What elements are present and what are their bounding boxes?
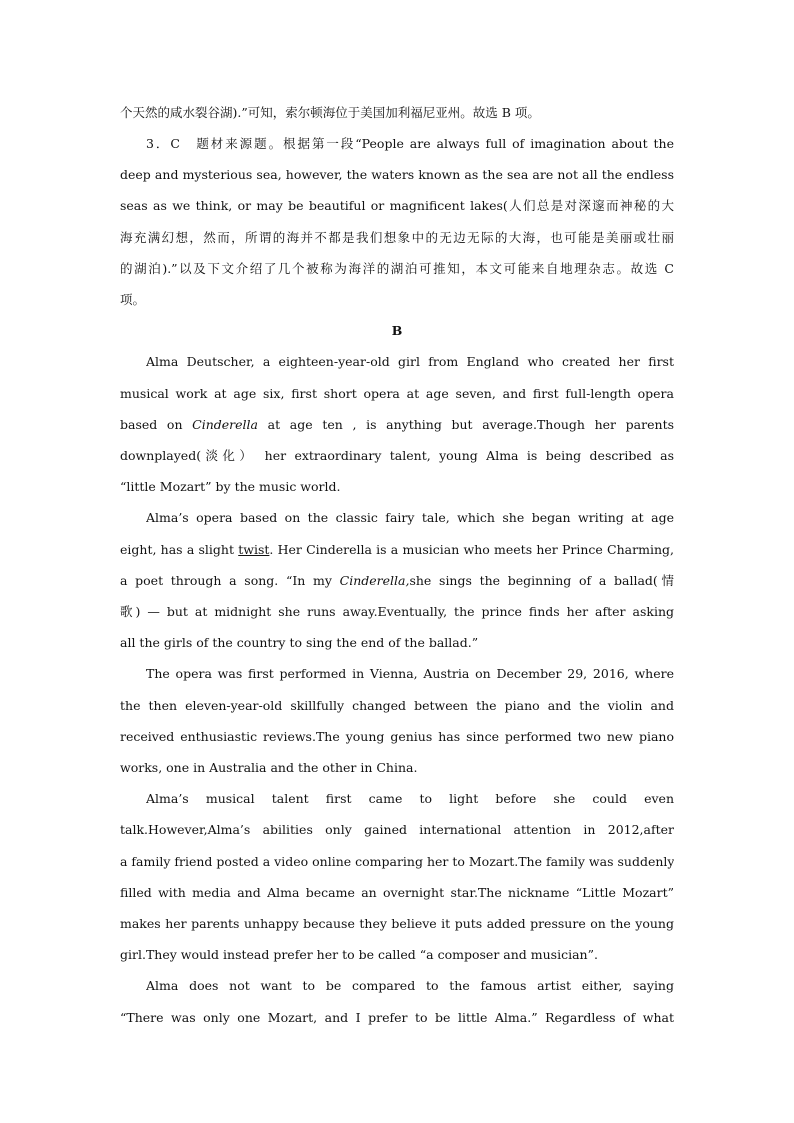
passage-line: talk.However,Alma’s abilities only gained international attention in 2012,after (120, 822, 674, 837)
section-heading: B (391, 323, 403, 338)
passage-line: 歌) — but at midnight she runs away.Eventually, the prince finds her after asking (120, 604, 674, 619)
passage-line: makes her parents unhappy because they believe it puts added pressure on the young (120, 916, 674, 931)
answer-3-line: 的湖泊).”以及下文介绍了几个被称为海洋的湖泊可推知，本文可能来自地理杂志。故选 C (120, 261, 674, 276)
passage-line: received enthusiastic reviews.The young genius has since performed two new piano (120, 729, 674, 744)
answer-2-tail: 个天然的咸水裂谷湖).”可知，索尔顿海位于美国加利福尼亚州。故选 B 项。 (120, 105, 540, 120)
answer-3-line: 海充满幻想，然而，所谓的海并不都是我们想象中的无边无际的大海，也可能是美丽或壮丽 (120, 230, 674, 245)
answer-3-line: 项。 (120, 292, 146, 307)
passage-line: Alma’s opera based on the classic fairy tale, which she began writing at age (146, 510, 674, 525)
italic-title: Cinderella (192, 417, 259, 432)
passage-line: Alma does not want to be compared to the famous artist either, saying (146, 978, 674, 993)
passage-line: girl.They would instead prefer her to be called “a composer and musician”. (120, 947, 598, 962)
passage-line: works, one in Australia and the other in China. (120, 760, 418, 775)
passage-line: all the girls of the country to sing the end of the ballad.” (120, 635, 479, 650)
passage-line: downplayed(淡化） her extraordinary talent, young Alma is being described as (120, 448, 674, 463)
passage-line: the then eleven-year-old skillfully changed between the piano and the violin and (120, 698, 674, 713)
passage-line: filled with media and Alma became an overnight star.The nickname “Little Mozart” (120, 885, 674, 900)
answer-3-line: 3．C 题材来源题。根据第一段“People are always full of imagination about the (146, 136, 674, 151)
passage-line: a poet through a song. “In my Cinderella,she sings the beginning of a ballad(情 (120, 573, 674, 588)
passage-line: “little Mozart” by the music world. (120, 479, 341, 494)
passage-line: a family friend posted a video online comparing her to Mozart.The family was suddenly (120, 854, 674, 869)
passage-line: Alma’s musical talent first came to light before she could even (146, 791, 674, 806)
passage-line: musical work at age six, first short opera at age seven, and first full-length opera (120, 386, 674, 401)
answer-3-line: seas as we think, or may be beautiful or magnificent lakes(人们总是对深邃而神秘的大 (120, 198, 674, 213)
passage-line: “There was only one Mozart, and I prefer to be little Alma.” Regardless of what (120, 1010, 674, 1025)
passage-line: based on Cinderella at age ten , is anything but average.Though her parents (120, 417, 674, 432)
italic-title: Cinderella, (339, 573, 410, 588)
passage-line: Alma Deutscher, a eighteen-year-old girl from England who created her first (146, 354, 674, 369)
underlined-word: twist (238, 542, 270, 557)
answer-3-line: deep and mysterious sea, however, the waters known as the sea are not all the endless (120, 167, 674, 182)
passage-line: eight, has a slight twist. Her Cinderella is a musician who meets her Prince Charming, (120, 542, 674, 557)
passage-line: The opera was first performed in Vienna, Austria on December 29, 2016, where (146, 666, 674, 681)
